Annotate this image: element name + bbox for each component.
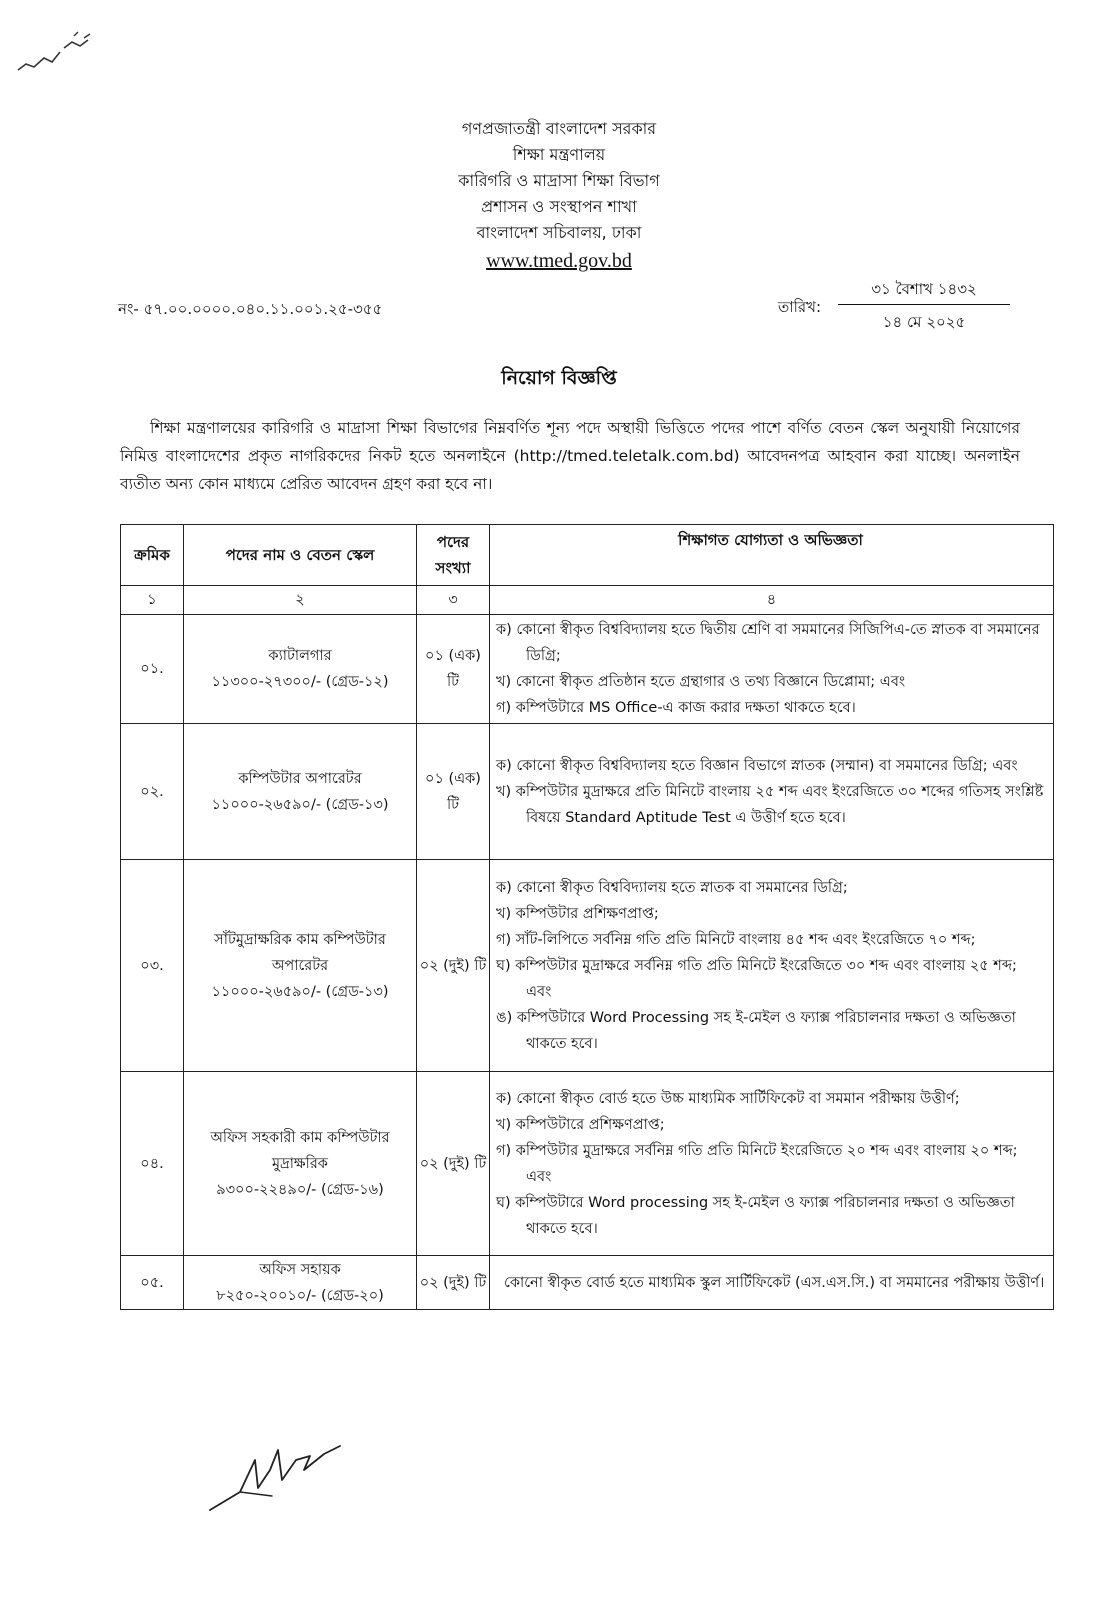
pay-scale: ১১০০০-২৬৫৯০/- (গ্রেড-১৩) bbox=[211, 796, 389, 813]
table-header-row bbox=[121, 525, 1054, 586]
row-serial: ০৫. bbox=[121, 1256, 184, 1310]
qualification-item: গ) সাঁট-লিপিতে সর্বনিম্ন গতি প্রতি মিনিটে বাংলায় ৪৫ শব্দ এবং ইংরেজিতে ৭০ শব্দ; bbox=[496, 931, 976, 948]
table-row bbox=[121, 724, 1054, 860]
pay-scale: ১১৩০০-২৭৩০০/- (গ্রেড-১২) bbox=[211, 674, 389, 690]
post-count: ০২ (দুই) টি bbox=[417, 1256, 490, 1310]
govt-name: গণপ্রজাতন্ত্রী বাংলাদেশ সরকার bbox=[461, 119, 657, 138]
header-serial: ক্রমিক bbox=[121, 525, 184, 586]
date-label: তারিখ: bbox=[778, 298, 822, 316]
qualification-item: ঘ) কম্পিউটারে Word processing সহ ই-মেইল ও ফ্যাক্স পরিচালনার দক্ষতা ও অভিজ্ঞতা থাকতে হবে। bbox=[496, 1194, 1015, 1237]
ministry-name: শিক্ষা মন্ত্রণালয় bbox=[512, 145, 606, 164]
header-count: পদের সংখ্যা bbox=[417, 525, 490, 586]
handwritten-mark bbox=[14, 18, 104, 78]
table-row bbox=[121, 615, 1054, 724]
pay-scale: ৮২৫০-২০০১০/- (গ্রেড-২০) bbox=[216, 1287, 384, 1304]
post-cell bbox=[184, 860, 417, 1072]
col-number: ১ bbox=[121, 586, 184, 615]
intro-paragraph bbox=[120, 414, 1020, 498]
qualification-cell bbox=[490, 860, 1054, 1072]
post-cell bbox=[184, 1256, 417, 1310]
pay-scale: ৯৩০০-২২৪৯০/- (গ্রেড-১৬) bbox=[216, 1181, 384, 1198]
job-table bbox=[120, 524, 1054, 1310]
col-number: ৩ bbox=[417, 586, 490, 615]
table-row bbox=[121, 1256, 1054, 1310]
date-divider bbox=[838, 304, 1010, 305]
signature bbox=[200, 1430, 360, 1520]
qualification-item: ক) কোনো স্বীকৃত বিশ্ববিদ্যালয় হতে স্নাতক বা সমমানের ডিগ্রি; bbox=[496, 879, 848, 896]
post-cell bbox=[184, 724, 417, 860]
date-english: ১৪ মে ২০২৫ bbox=[882, 313, 966, 331]
table-row bbox=[121, 1072, 1054, 1256]
date-bangla: ৩১ বৈশাখ ১৪৩২ bbox=[871, 280, 977, 298]
col-number: ৪ bbox=[490, 586, 1054, 615]
col-number: ২ bbox=[184, 586, 417, 615]
header-post: পদের নাম ও বেতন স্কেল bbox=[184, 525, 417, 586]
page-title: নিয়োগ বিজ্ঞপ্তি bbox=[501, 367, 617, 389]
qualification-item: ক) কোনো স্বীকৃত বিশ্ববিদ্যালয় হতে বিজ্ঞান বিভাগে স্নাতক (সম্মান) বা সমমানের ডিগ্রি; এবং bbox=[496, 757, 1018, 774]
qualification-item: গ) কম্পিউটার মুদ্রাক্ষরে সর্বনিম্ন গতি প্রতি মিনিটে ইংরেজিতে ২০ শব্দ এবং বাংলায় ২০ শব্দ; এবং bbox=[496, 1142, 1018, 1185]
post-count: ০২ (দুই) টি bbox=[417, 1072, 490, 1256]
post-count: ০১ (এক) টি bbox=[417, 615, 490, 724]
post-count: ০২ (দুই) টি bbox=[417, 860, 490, 1072]
post-name: অফিস সহকারী কাম কম্পিউটার মুদ্রাক্ষরিক bbox=[210, 1129, 390, 1172]
post-name: কম্পিউটার অপারেটর bbox=[238, 770, 362, 787]
row-serial: ০৩. bbox=[121, 860, 184, 1072]
division-name: কারিগরি ও মাদ্রাসা শিক্ষা বিভাগ bbox=[458, 171, 660, 190]
qualification-item: ঘ) কম্পিউটার মুদ্রাক্ষরে সর্বনিম্ন গতি প্রতি মিনিটে ইংরেজিতে ৩০ শব্দ এবং বাংলায় ২৫ শব্দ; এবং bbox=[496, 957, 1017, 1000]
qualification-item: গ) কম্পিউটারে MS Office-এ কাজ করার দক্ষতা থাকতে হবে। bbox=[496, 700, 856, 716]
qualification-cell bbox=[490, 615, 1054, 724]
qualification-item: ঙ) কম্পিউটারে Word Processing সহ ই-মেইল ও ফ্যাক্স পরিচালনার দক্ষতা ও অভিজ্ঞতা থাকতে হবে। bbox=[496, 1009, 1016, 1052]
intro-text: শিক্ষা মন্ত্রণালয়ের কারিগরি ও মাদ্রাসা শিক্ষা বিভাগের নিম্নবর্ণিত শূন্য পদে অস্থায়ী ভিত্তিতে পদের পাশে বর্ণিত বেতন স্কেল অনুযায়ী নিয়োগের নিমিত্ত বাংলাদেশের প্রকৃত নাগরিকদের নিকট হতে অনলাইনে (http://tmed.teletalk.com.bd) আবেদনপত্র আহবান করা যাচ্ছে। অনলাইন ব্যতীত অন্য কোন মাধ্যমে প্রেরিত আবেদন গ্রহণ করা হবে না। bbox=[120, 419, 1020, 493]
column-number-row bbox=[121, 586, 1054, 615]
post-count: ০১ (এক) টি bbox=[417, 724, 490, 860]
qualification-item: খ) কম্পিউটারে প্রশিক্ষণপ্রাপ্ত; bbox=[496, 1116, 665, 1133]
post-name: ক্যাটালগার bbox=[268, 648, 332, 664]
row-serial: ০২. bbox=[121, 724, 184, 860]
office-address: বাংলাদেশ সচিবালয়, ঢাকা bbox=[476, 223, 642, 242]
qualification-item: খ) কম্পিউটার প্রশিক্ষণপ্রাপ্ত; bbox=[496, 905, 659, 922]
website-link[interactable]: www.tmed.gov.bd bbox=[486, 250, 632, 272]
branch-name: প্রশাসন ও সংস্থাপন শাখা bbox=[481, 197, 637, 216]
qualification-cell bbox=[490, 1072, 1054, 1256]
table-row bbox=[121, 860, 1054, 1072]
post-cell bbox=[184, 615, 417, 724]
qualification-item: কোনো স্বীকৃত বোর্ড হতে মাধ্যমিক স্কুল সার্টিফিকেট (এস.এস.সি.) বা সমমানের পরীক্ষায় উত্তীর্ণ। bbox=[504, 1274, 1045, 1291]
row-serial: ০৪. bbox=[121, 1072, 184, 1256]
pay-scale: ১১০০০-২৬৫৯০/- (গ্রেড-১৩) bbox=[211, 983, 389, 1000]
memo-number: নং- ৫৭.০০.০০০০.০৪০.১১.০০১.২৫-৩৫৫ bbox=[118, 300, 383, 318]
qualification-cell bbox=[490, 724, 1054, 860]
qualification-item: ক) কোনো স্বীকৃত বোর্ড হতে উচ্চ মাধ্যমিক সার্টিফিকেট বা সমমান পরীক্ষায় উত্তীর্ণ; bbox=[496, 1090, 960, 1107]
qualification-cell bbox=[490, 1256, 1054, 1310]
website-container bbox=[0, 248, 1118, 275]
qualification-item: খ) কম্পিউটার মুদ্রাক্ষরে প্রতি মিনিটে বাংলায় ২৫ শব্দ এবং ইংরেজিতে ৩০ শব্দের গতিসহ সংশ্লিষ্ট বিষয়ে Standard Aptitude Test এ উত্তীর্ণ হতে হবে। bbox=[496, 783, 1044, 826]
header-qualification: শিক্ষাগত যোগ্যতা ও অভিজ্ঞতা bbox=[490, 525, 1054, 586]
qualification-item: খ) কোনো স্বীকৃত প্রতিষ্ঠান হতে গ্রন্থাগার ও তথ্য বিজ্ঞানে ডিপ্লোমা; এবং bbox=[496, 674, 906, 690]
row-serial: ০১. bbox=[121, 615, 184, 724]
post-cell bbox=[184, 1072, 417, 1256]
post-name: সাঁটমুদ্রাক্ষরিক কাম কম্পিউটার অপারেটর bbox=[214, 931, 386, 974]
post-name: অফিস সহায়ক bbox=[259, 1261, 341, 1278]
qualification-item: ক) কোনো স্বীকৃত বিশ্ববিদ্যালয় হতে দ্বিতীয় শ্রেণি বা সমমানের সিজিপিএ-তে স্নাতক বা সমমানের ডিগ্রি; bbox=[496, 622, 1040, 664]
